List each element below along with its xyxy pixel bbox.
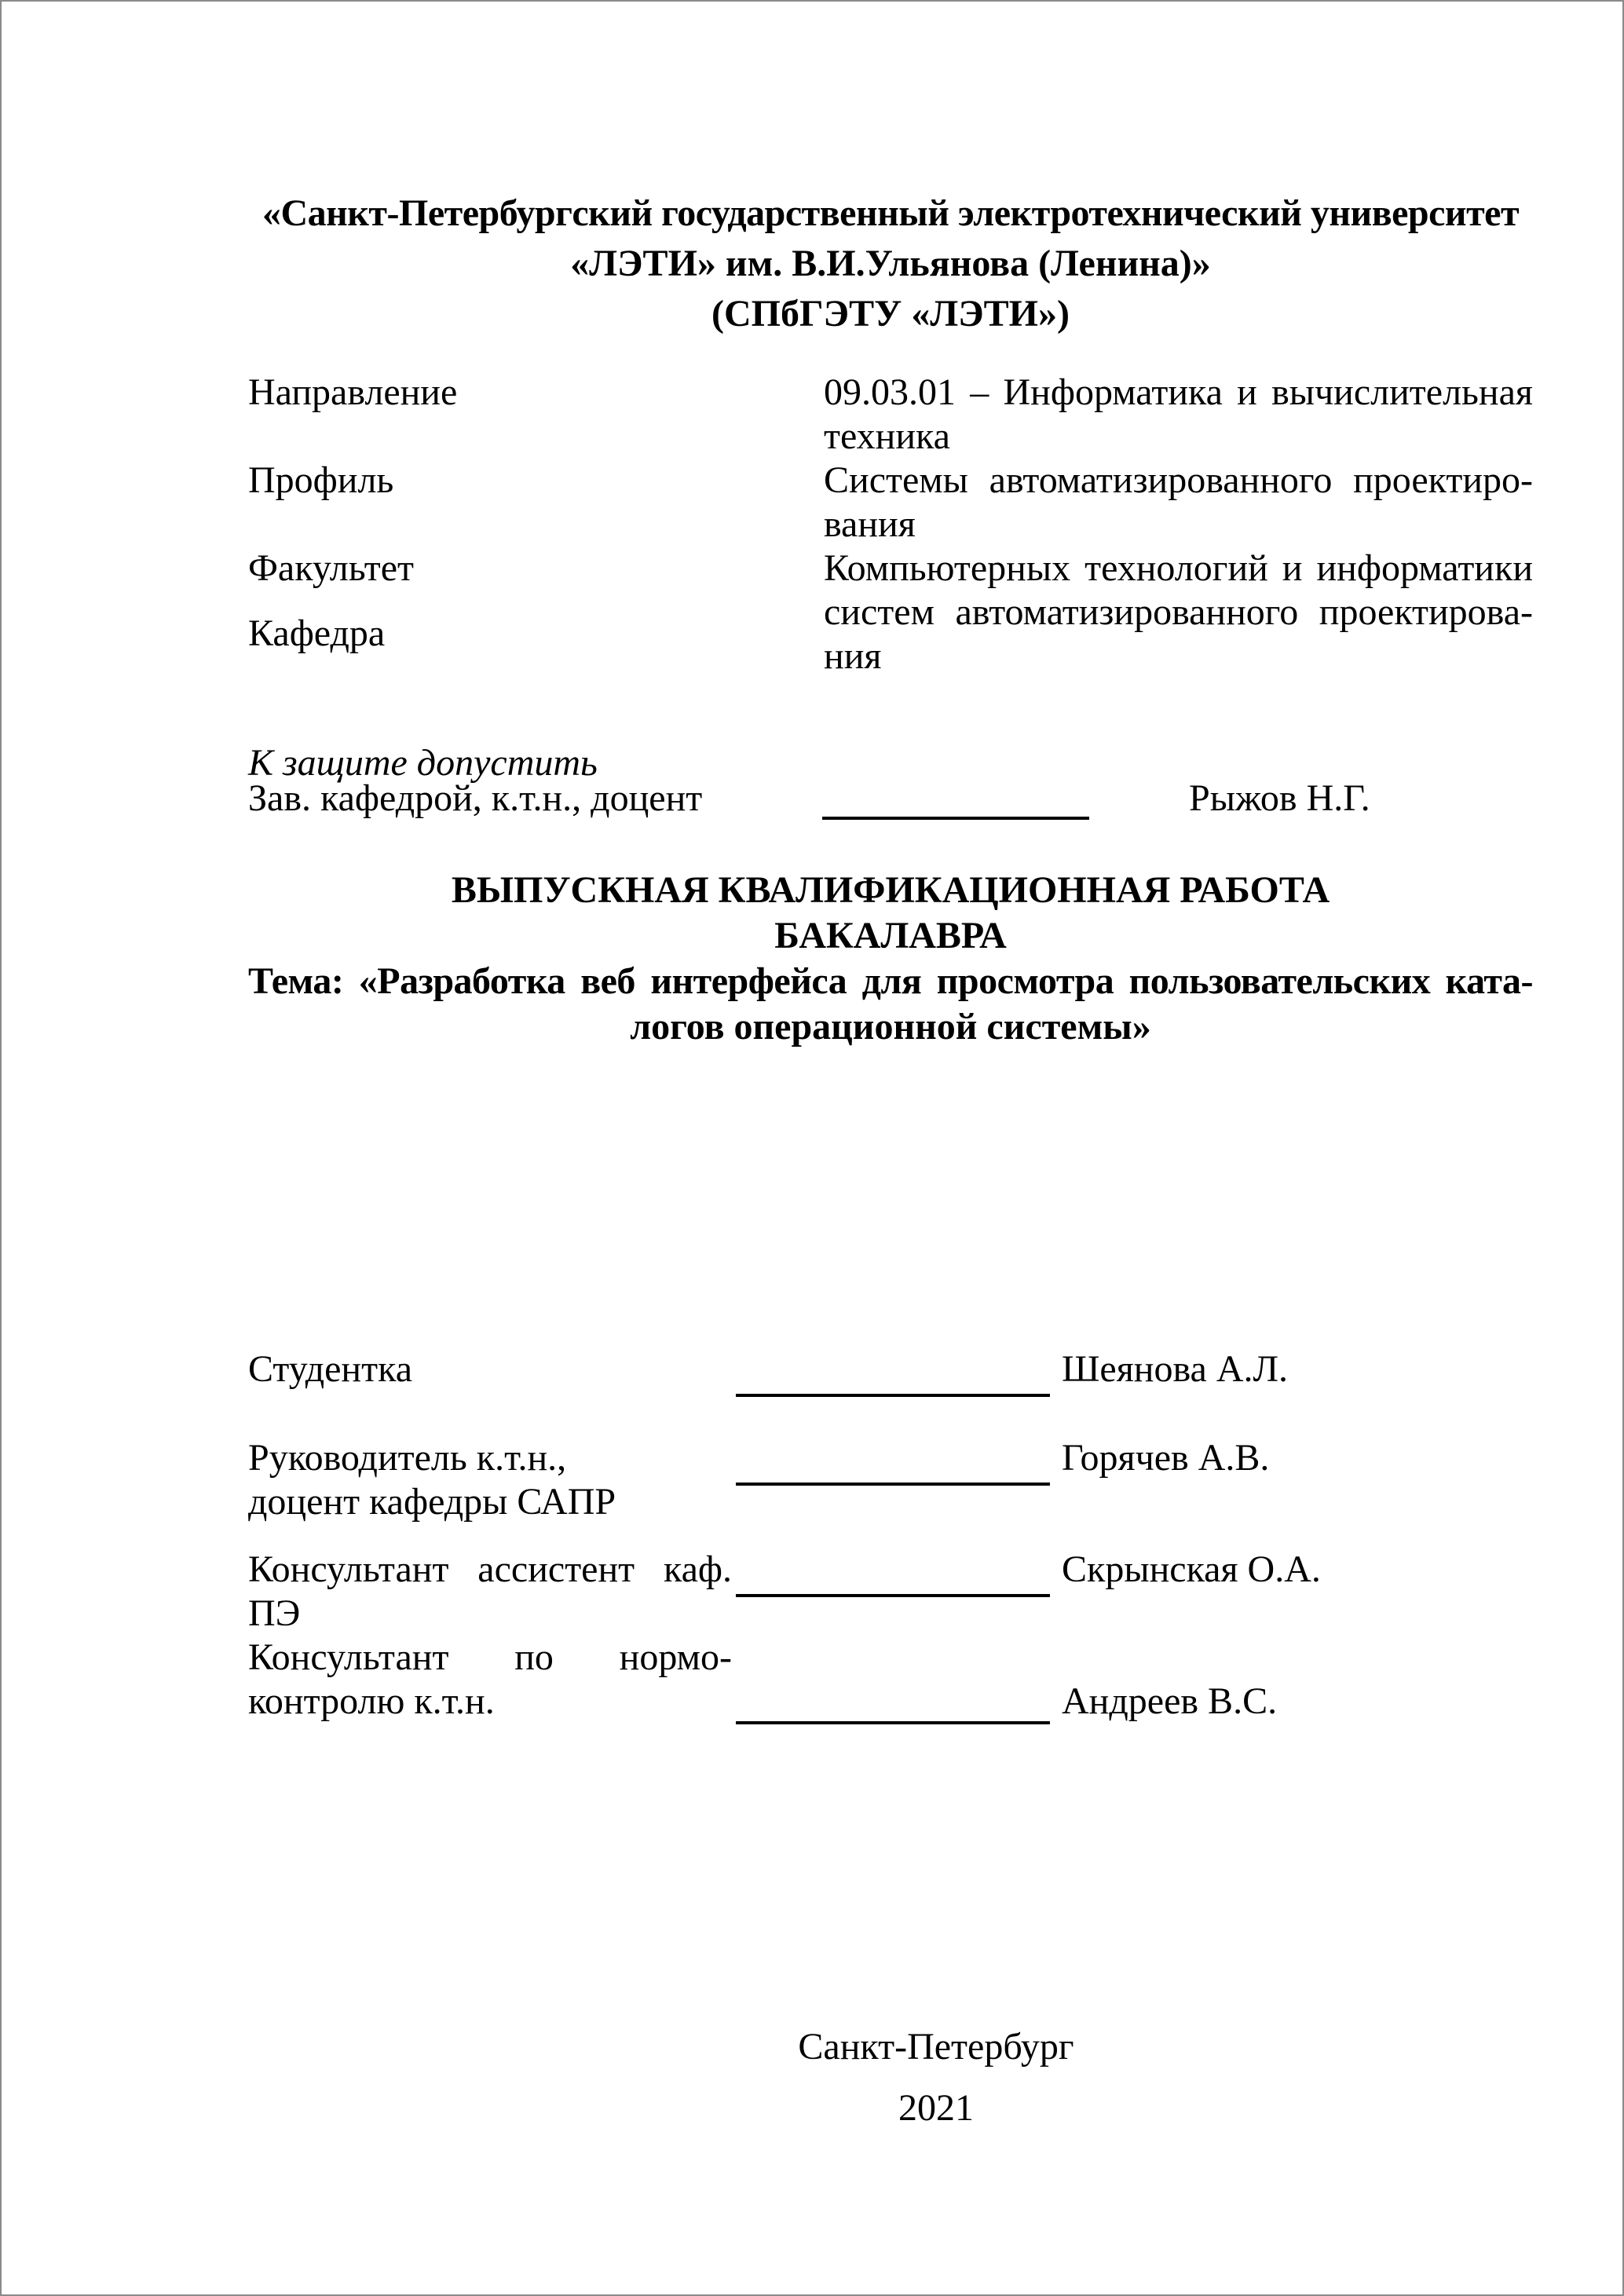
profile-value-line-2: вания (824, 503, 916, 545)
consultant-name: Скрынская О.А. (1062, 1548, 1321, 1590)
department-value-line-1: систем автоматизированного проектирова- (824, 591, 1533, 633)
consultant-label-line-1: Консультант ассистент каф. (248, 1548, 732, 1590)
supervisor-name: Горячев А.В. (1062, 1437, 1270, 1479)
admit-to-defence-line: К защите допустить (248, 742, 598, 784)
info-label-department: Кафедра (248, 612, 386, 654)
profile-value-line-1: Системы автоматизированного проектиро- (824, 459, 1533, 501)
university-name-line-1: «Санкт-Петербургский государственный электротехнический университет (262, 192, 1520, 234)
work-type-line-2: БАКАЛАВРА (774, 915, 1007, 956)
footer (294, 2016, 1578, 2139)
student-name: Шеянова А.Л. (1062, 1348, 1289, 1390)
university-name-line-3: (СПбГЭТУ «ЛЭТИ») (711, 293, 1070, 335)
norm-control-label-line-1: Консультант по нормо- (248, 1636, 732, 1678)
university-header (248, 188, 1533, 339)
supervisor-signature-line (736, 1483, 1050, 1486)
department-value-line-2: ния (824, 635, 882, 677)
info-label-faculty: Факультет (248, 547, 415, 589)
supervisor-label-line-2: доцент кафедры САПР (248, 1481, 616, 1523)
supervisor-label-line-1: Руководитель к.т.н., (248, 1437, 567, 1479)
footer-year: 2021 (898, 2087, 974, 2129)
student-signature-line (736, 1394, 1050, 1397)
work-title-block (248, 868, 1533, 1050)
info-values (824, 371, 1533, 678)
norm-control-label-line-2: контролю к.т.н. (248, 1680, 495, 1722)
university-name-line-2: «ЛЭТИ» им. В.И.Ульянова (Ленина)» (570, 243, 1211, 284)
theme-line-1: Тема: «Разработка веб интерфейса для просмотра пользовательских ката- (248, 960, 1533, 1002)
info-label-direction: Направление (248, 371, 458, 413)
signature-label-norm-control (248, 1636, 732, 1724)
faculty-value-line-1: Компьютерных технологий и информатики (824, 547, 1533, 589)
consultant-label-line-2: ПЭ (248, 1592, 301, 1634)
theme-line-2: логов операционной системы» (630, 1006, 1151, 1047)
footer-city: Санкт-Петербург (798, 2026, 1074, 2067)
direction-value-line-1: 09.03.01 – Информатика и вычислительная (824, 371, 1533, 413)
consultant-signature-line (736, 1594, 1050, 1597)
department-head-label: Зав. кафедрой, к.т.н., доцент (248, 777, 703, 819)
norm-control-signature-line (736, 1721, 1050, 1724)
department-head-signature-line (822, 817, 1089, 820)
department-head-name: Рыжов Н.Г. (1189, 777, 1370, 819)
signature-label-supervisor (248, 1436, 732, 1524)
norm-control-name: Андреев В.С. (1062, 1680, 1278, 1722)
direction-value-line-2: техника (824, 415, 950, 457)
info-label-profile: Профиль (248, 459, 394, 501)
signature-label-student (248, 1347, 732, 1391)
student-label-line-1: Студентка (248, 1348, 412, 1390)
info-table (248, 371, 1533, 700)
work-type-line-1: ВЫПУСКНАЯ КВАЛИФИКАЦИОННАЯ РАБОТА (451, 869, 1330, 911)
signature-label-consultant (248, 1548, 732, 1636)
